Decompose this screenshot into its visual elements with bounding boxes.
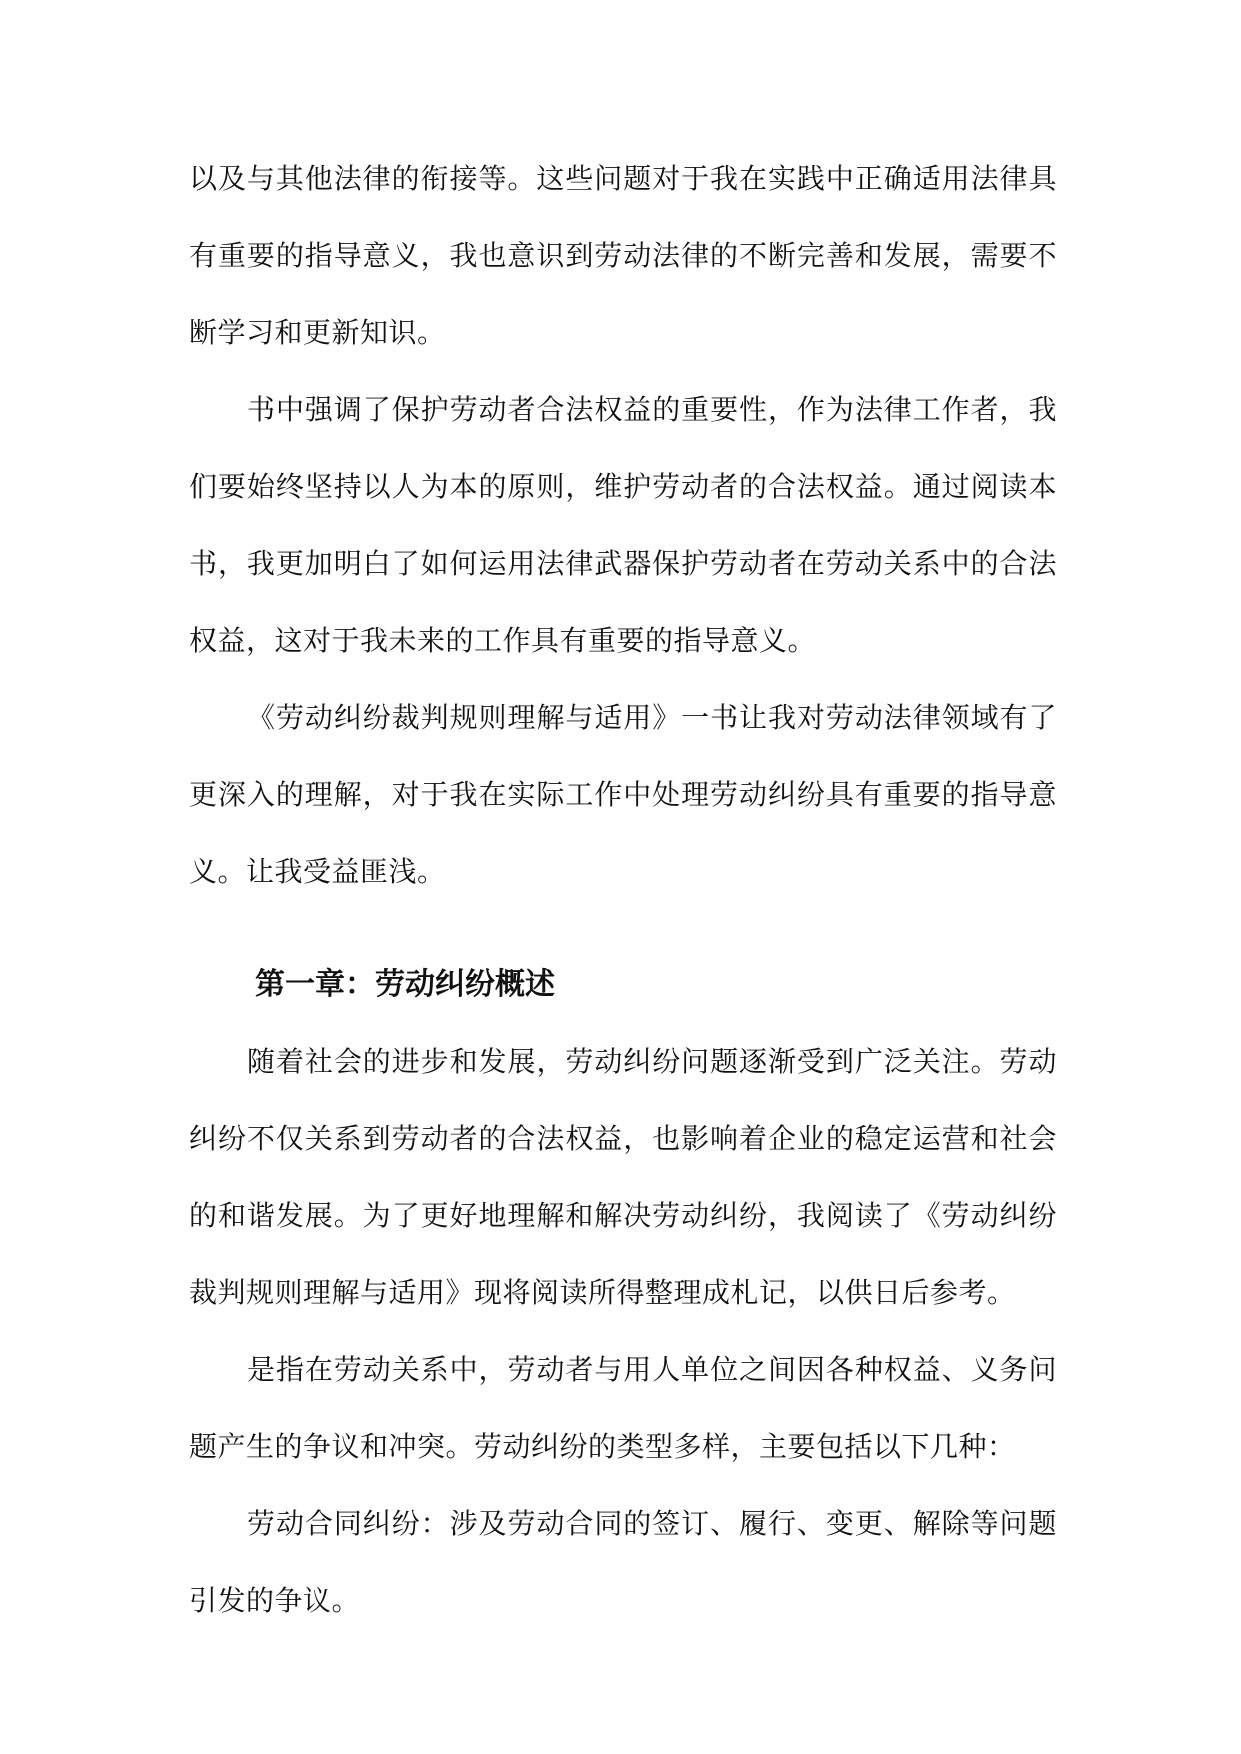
paragraph-intro: 随着社会的进步和发展，劳动纠纷问题逐渐受到广泛关注。劳动纠纷不仅关系到劳动者的合法权益，也影响着企业的稳定运营和社会的和谐发展。为了更好地理解和解决劳动纠纷，我阅读了《劳动纠纷裁判规则理解与适用》现将阅读所得整理成札记，以供日后参考。 [189,1045,1057,1309]
paragraph-book-summary: 《劳动纠纷裁判规则理解与适用》一书让我对劳动法律领域有了更深入的理解，对于我在实际工作中处理劳动纠纷具有重要的指导意义。让我受益匪浅。 [189,701,1057,888]
paragraph-contract-dispute: 劳动合同纠纷：涉及劳动合同的签订、履行、变更、解除等问题引发的争议。 [189,1507,1057,1617]
chapter-title: 第一章：劳动纠纷概述 [255,967,555,1002]
paragraph-continuation: 以及与其他法律的衔接等。这些问题对于我在实践中正确适用法律具有重要的指导意义，我也意识到劳动法律的不断完善和发展，需要不断学习和更新知识。 [189,162,1057,349]
paragraph-protect-rights: 书中强调了保护劳动者合法权益的重要性，作为法律工作者，我们要始终坚持以人为本的原则，维护劳动者的合法权益。通过阅读本书，我更加明白了如何运用法律武器保护劳动者在劳动关系中的合法权益，这对于我未来的工作具有重要的指导意义。 [189,393,1057,657]
document-page [189,140,1057,1639]
paragraph-definition: 是指在劳动关系中，劳动者与用人单位之间因各种权益、义务问题产生的争议和冲突。劳动纠纷的类型多样，主要包括以下几种： [189,1353,1057,1463]
